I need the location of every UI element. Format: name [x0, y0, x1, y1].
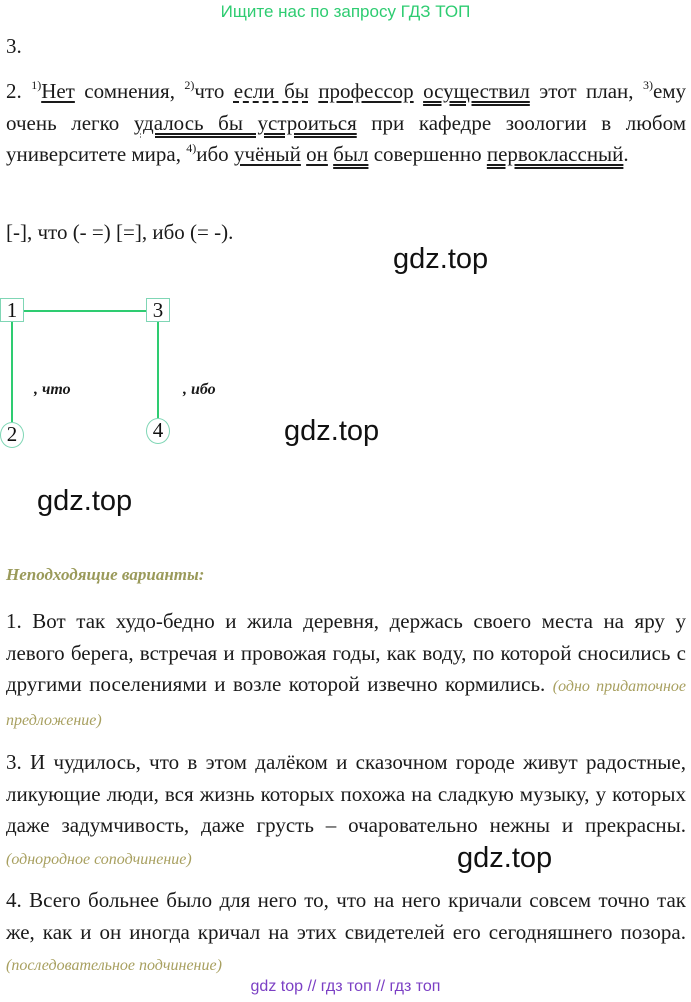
diagram-node-4: 4 — [146, 418, 170, 444]
conditional-particle: если бы — [233, 79, 309, 103]
example-note: (последовательное подчинение) — [6, 957, 222, 974]
example-text: 3. И чудилось, что в этом далёком и сказочном городе живут радостные, ликующие люди, вся жизнь которых похожа на сладкую музыку, у которых даже задумчивость, даже грусть – очаровательно нежны и прекрасны. — [6, 750, 686, 837]
clause-index: 3) — [642, 78, 653, 92]
subject-word: профессор — [318, 79, 414, 103]
example-text: 4. Всего больнее было для него то, что на него кричали совсем точно так же, как и он иногда кричал на этих свидетелей его сегодняшнего позора. — [6, 888, 686, 944]
sentence-text: что — [194, 79, 234, 103]
predicate-word: удалось бы устроиться — [133, 110, 357, 135]
example-note: (однородное соподчинение) — [6, 850, 192, 868]
conjunction-label-left: , что — [34, 381, 71, 398]
example-paragraph — [6, 885, 686, 982]
clause-index: 2) — [184, 78, 195, 92]
watermark: gdz.top — [457, 842, 553, 874]
conjunction-label-right: , ибо — [183, 381, 216, 398]
section-title: Неподходящие варианты: — [6, 565, 205, 584]
sentence-text: сомнения, — [74, 79, 185, 103]
sentence-text: при кафедре зоологии в любом университете мира, — [6, 110, 686, 166]
diagram-node-2: 2 — [0, 422, 24, 448]
watermark: gdz.top — [284, 415, 380, 447]
top-banner: Ищите нас по запросу ГДЗ ТОП — [220, 2, 471, 21]
example-paragraph — [6, 606, 686, 736]
sentence-text — [309, 79, 318, 103]
diagram-line-right — [157, 322, 159, 418]
example-paragraph — [6, 747, 686, 875]
sentence-number: 2. — [6, 79, 32, 103]
subject-word: учёный — [233, 142, 301, 166]
diagram-node-1: 1 — [0, 298, 24, 322]
scheme-formula: [-], что (- =) [=], ибо (= -). — [6, 220, 234, 244]
clause-index: 4) — [186, 141, 197, 155]
predicate-word: осуществил — [423, 79, 530, 103]
subject-word: он — [306, 142, 328, 166]
diagram-line-left — [11, 322, 13, 422]
task-number: 3. — [6, 34, 22, 58]
diagram-line-top — [24, 310, 146, 312]
sentence-text: ему очень легко — [6, 79, 687, 135]
sentence-text: ибо — [196, 142, 234, 166]
predicate-word: первоклассный — [486, 142, 624, 166]
main-sentence — [6, 76, 686, 171]
diagram-node-3: 3 — [146, 298, 170, 322]
sentence-text: этот план, — [529, 79, 643, 103]
subject-word: Нет — [41, 79, 75, 103]
sentence-text: совершенно — [368, 142, 487, 166]
clause-index: 1) — [31, 78, 42, 92]
watermark: gdz.top — [393, 243, 489, 275]
sentence-text — [414, 79, 423, 103]
watermark: gdz.top — [37, 485, 133, 517]
example-text: 1. Вот так худо-бедно и жила деревня, держась своего места на яру у левого берега, встречая и провожая годы, как воду, по которой сносились с другими поселениями и возле которой извечно кормились. — [6, 609, 686, 696]
example-note: (одно придаточное предложение) — [6, 678, 686, 729]
predicate-word: был — [333, 142, 369, 166]
sentence-text: . — [623, 142, 629, 166]
bottom-banner: gdz top // гдз топ // гдз топ — [250, 978, 441, 995]
